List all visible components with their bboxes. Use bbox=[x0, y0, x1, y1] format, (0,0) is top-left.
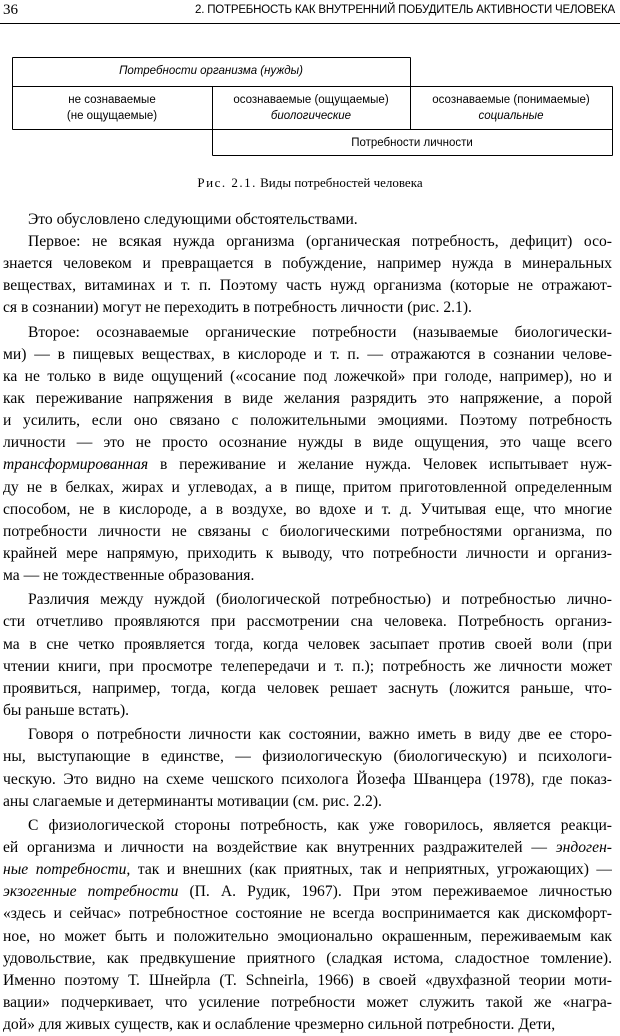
text-line: ма — не тождественные образования. bbox=[3, 566, 255, 584]
text-line: ные потребности, так и внешних (как приятных, так и неприятных, угрожающих) — bbox=[3, 861, 612, 879]
text-line: ся в сознании) могут не переходить в потребность личности (рис. 2.1). bbox=[3, 299, 472, 317]
text-line: Говоря о потребности личности как состоянии, важно иметь в виду две ее сторо- bbox=[28, 726, 612, 744]
col3-line2: социальные bbox=[478, 110, 544, 122]
text-line: как переживание напряжения в виде желания разрядить это напряжение, а порой bbox=[3, 390, 612, 408]
text-line: способом, не в кислороде, а в воздухе, во вдохе и т. д. Учитывая еще, что многие bbox=[3, 500, 612, 518]
text-line: ное, но может быть и положительно эмоционально окрашенным, переживаемым как bbox=[3, 927, 612, 945]
text-line: вации» подчеркивает, что усиление потребности может служить такой же «награ- bbox=[3, 993, 612, 1011]
caption-text: Виды потребностей человека bbox=[260, 175, 423, 190]
text-line: личности — это не просто осознание нужды в виде ощущения, это чаще всего bbox=[3, 434, 612, 452]
paragraph bbox=[3, 815, 612, 1036]
text-line: бы раньше встать). bbox=[3, 701, 130, 719]
paragraph bbox=[3, 231, 612, 319]
text-line: Первое: не всякая нужда организма (органическая потребность, дефицит) осо- bbox=[28, 233, 612, 251]
text-line: ма в сне четко проявляется тогда, когда человек засыпает против своей воли (при bbox=[3, 635, 612, 653]
text-line: аны слагаемые и детерминанты мотивации (см. рис. 2.2). bbox=[3, 792, 382, 810]
label-personality-needs: Потребности личности bbox=[351, 137, 473, 149]
text-line: экзогенные потребности (П. А. Рудик, 1967). При этом переживаемое личностью bbox=[3, 883, 612, 901]
label-organism-needs: Потребности организма (нужды) bbox=[119, 65, 303, 77]
paragraph bbox=[3, 589, 612, 722]
body-text bbox=[3, 209, 612, 1036]
text-line: и усилить, если оно связано с положительными эмоциями. Поэтому потребность bbox=[3, 412, 612, 430]
text-line: ми) — в пищевых веществах, в кислороде и т. п. — отражаются в сознании челове- bbox=[3, 345, 612, 363]
text-line: проявиться, например, тогда, когда человек решает заснуть (ложится раньше, что- bbox=[3, 679, 612, 697]
figure-needs-diagram bbox=[0, 0, 620, 200]
text-line: Второе: осознаваемые органические потребности (называемые биологически- bbox=[28, 323, 612, 341]
chapter-title: 2. ПОТРЕБНОСТЬ КАК ВНУТРЕННИЙ ПОБУДИТЕЛЬ АКТИВНОСТИ ЧЕЛОВЕКА bbox=[195, 4, 615, 16]
text-line: ей организма и личности на воздействие как внутренних раздражителей — эндоген- bbox=[3, 839, 612, 857]
figure-caption bbox=[0, 175, 620, 191]
text-line: сти отчетливо проявляются при рассмотрении сна человека. Потребность организ- bbox=[3, 613, 612, 631]
text-line: Это обусловлено следующими обстоятельствами. bbox=[28, 211, 358, 228]
paragraph bbox=[3, 209, 612, 231]
text-line: потребности личности не связаны с биологическими потребностями организма, по bbox=[3, 522, 612, 540]
text-line: ду не в белках, жирах и углеводах, а в пище, притом приготовленной определенным bbox=[3, 478, 612, 496]
col3-line1: осознаваемые (понимаемые) bbox=[432, 94, 590, 106]
text-line: чтении книги, при просмотре телепередачи и т. п.); потребность же личности может bbox=[3, 657, 612, 675]
text-line: Различия между нуждой (биологической потребностью) и потребностью лично- bbox=[28, 591, 612, 609]
paragraph bbox=[3, 322, 612, 587]
text-line: С физиологической стороны потребность, как уже говорилось, является реакци- bbox=[28, 817, 612, 835]
col2-line1: осознаваемые (ощущаемые) bbox=[233, 94, 389, 106]
text-line: «здесь и сейчас» потребностное состояние не всегда воспринимается как дискомфорт- bbox=[3, 905, 612, 923]
page-number: 36 bbox=[3, 2, 18, 18]
text-line: удовольствие, как предвкушение приятного (сладкая истома, сладостное томление). bbox=[3, 949, 612, 967]
text-line: ны, выступающие в единстве, — физиологическую (биологическую) и психологи- bbox=[3, 748, 612, 766]
col1-line1: не сознаваемые bbox=[68, 94, 156, 106]
col2-line2: биологические bbox=[270, 110, 352, 122]
caption-prefix: Рис. 2.1. bbox=[197, 175, 257, 190]
text-line: дой» для живых существ, как и ослабление чрезмерно сильной потребности. Дети, bbox=[3, 1015, 556, 1033]
text-line: Именно поэтому Т. Шнейрла (T. Schneirla, 1966) в своей «двухфазной теории моти- bbox=[3, 971, 612, 989]
col1-line2: (не ощущаемые) bbox=[66, 110, 158, 122]
text-line: веществах, витаминах и т. п. Поэтому часть нужд организма (которые не отражают- bbox=[3, 277, 612, 295]
text-line: ка не только в виде ощущений («сосание под ложечкой» при голоде, например), но и bbox=[3, 368, 612, 386]
text-line: ческую. Это видно на схеме чешского психолога Йозефа Шванцера (1978), где показ- bbox=[3, 770, 612, 788]
text-line: трансформированная в переживание и желание нужда. Человек испытывает нуж- bbox=[3, 456, 612, 474]
paragraph bbox=[3, 724, 612, 812]
text-line: знается человеком и превращается в побуждение, например нужда в минеральных bbox=[3, 255, 612, 273]
text-line: крайней мере напрямую, приходить к выводу, что потребности личности и организ- bbox=[3, 544, 612, 562]
